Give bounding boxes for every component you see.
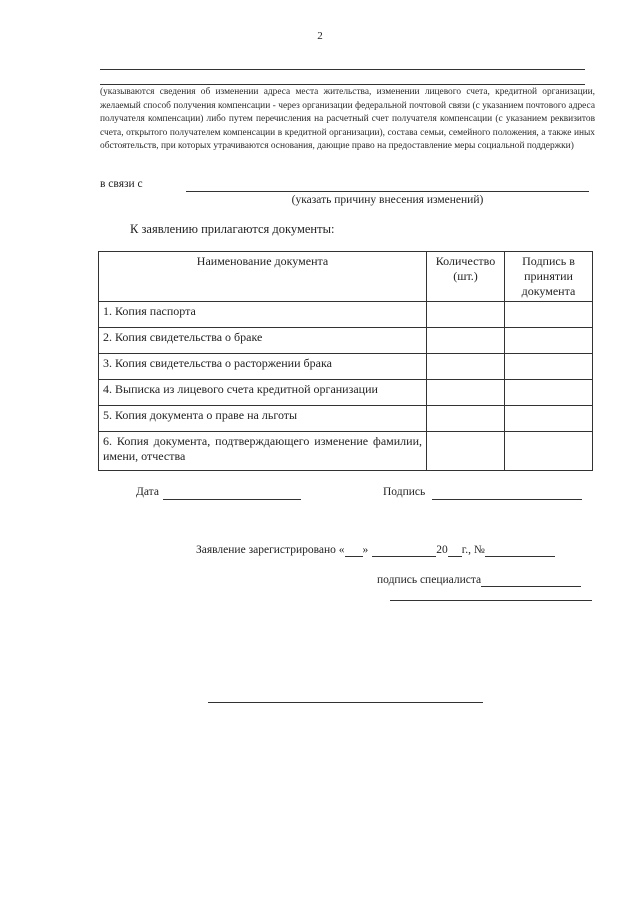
specialist-name-line[interactable] xyxy=(390,600,592,601)
specialist-signature-label: подпись специалиста xyxy=(377,574,482,586)
document-name-cell: 5. Копия документа о праве на льготы xyxy=(99,406,427,432)
table-row xyxy=(99,354,593,380)
table-row xyxy=(99,432,593,471)
reason-label: в связи с xyxy=(100,178,143,190)
quantity-cell[interactable] xyxy=(427,432,505,471)
document-name-cell: 3. Копия свидетельства о расторжении брака xyxy=(99,354,427,380)
table-row xyxy=(99,380,593,406)
document-name-cell: 1. Копия паспорта xyxy=(99,302,427,328)
attachments-intro: К заявлению прилагаются документы: xyxy=(130,222,335,236)
registration-year-blank[interactable] xyxy=(448,544,462,557)
table-row xyxy=(99,302,593,328)
signature-cell[interactable] xyxy=(505,432,593,471)
signature-cell[interactable] xyxy=(505,406,593,432)
registration-prefix: Заявление зарегистрировано « xyxy=(196,544,345,556)
registration-year-prefix: 20 xyxy=(436,544,448,556)
quantity-cell[interactable] xyxy=(427,380,505,406)
table-row xyxy=(99,328,593,354)
document-name-cell: 4. Выписка из лицевого счета кредитной организации xyxy=(99,380,427,406)
page-number: 2 xyxy=(317,30,323,42)
registration-number-blank[interactable] xyxy=(485,544,555,557)
signature-cell[interactable] xyxy=(505,354,593,380)
instructions-note: (указываются сведения об изменении адреса места жительства, изменении лицевого счета, кредитной организации, желаемый способ получения компенсации - через организации федеральной почтовой связи (с указанием почтового адреса получателя компенсации) либо путем перечисления на расчетный счет получателя компенсации (с указанием реквизитов счета, открытого получателем компенсации в кредитной организации), состава семьи, семейного положения, а также иных обстоятельств, при которых утрачиваются основания, дающие право на предоставление меры социальной поддержки) xyxy=(100,87,595,152)
registration-year-suffix: г., № xyxy=(461,544,485,556)
registration-day-blank[interactable] xyxy=(345,544,363,557)
reason-fill-line[interactable] xyxy=(186,191,589,192)
quantity-cell[interactable] xyxy=(427,354,505,380)
registration-row xyxy=(196,544,555,557)
quantity-cell[interactable] xyxy=(427,406,505,432)
signature-fill-line[interactable] xyxy=(432,499,582,500)
signature-cell[interactable] xyxy=(505,328,593,354)
signature-cell[interactable] xyxy=(505,302,593,328)
document-name-cell: 2. Копия свидетельства о браке xyxy=(99,328,427,354)
signature-cell[interactable] xyxy=(505,380,593,406)
registration-close-quote: » xyxy=(362,544,369,556)
header-document-name: Наименование документа xyxy=(99,252,427,302)
fill-line-2 xyxy=(100,84,585,85)
documents-table xyxy=(98,251,593,471)
date-label: Дата xyxy=(136,486,159,498)
signature-label: Подпись xyxy=(383,486,426,498)
specialist-signature-blank[interactable] xyxy=(481,574,581,587)
specialist-signature-row xyxy=(377,574,581,587)
header-quantity: Количество (шт.) xyxy=(427,252,505,302)
quantity-cell[interactable] xyxy=(427,328,505,354)
document-name-cell: 6. Копия документа, подтверждающего изменение фамилии, имени, отчества xyxy=(99,432,427,471)
date-fill-line[interactable] xyxy=(163,499,301,500)
table-header-row xyxy=(99,252,593,302)
reason-hint: (указать причину внесения изменений) xyxy=(291,194,484,206)
table-row xyxy=(99,406,593,432)
header-signature: Подпись в принятии документа xyxy=(505,252,593,302)
quantity-cell[interactable] xyxy=(427,302,505,328)
fill-line-1 xyxy=(100,69,585,70)
bottom-separator-line xyxy=(208,702,483,703)
registration-month-blank[interactable] xyxy=(372,544,436,557)
